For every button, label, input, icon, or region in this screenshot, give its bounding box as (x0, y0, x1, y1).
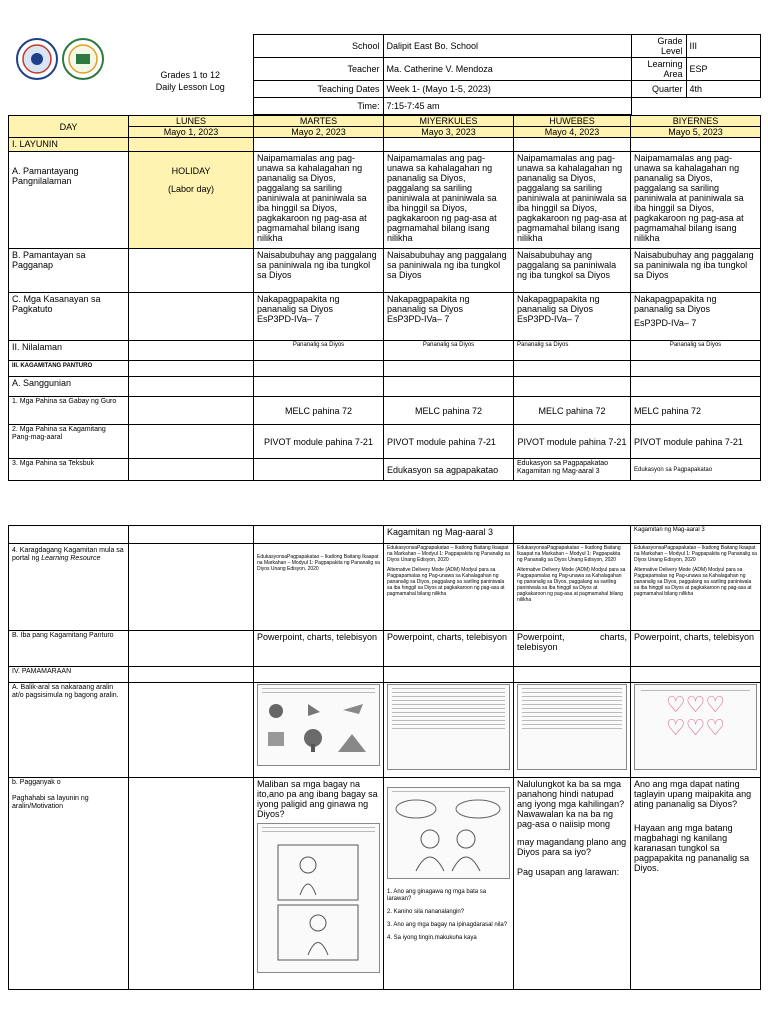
pivot-thu: PIVOT module pahina 7-21 (514, 425, 631, 459)
kasanayan-fri (631, 293, 761, 341)
nilalaman-thu: Pananalig sa Diyos (514, 341, 631, 361)
label-iba-pang-kagamitan: B. Iba pang Kagamitang Panturo (9, 631, 129, 667)
iba-tue: Powerpoint, charts, telebisyon (254, 631, 384, 667)
motivation-fri: Ano ang mga dapat nating taglayin upang maipakita ang ating pananalig sa Diyos? Hayaan ang mga batang magbahagi ng kanilang karanasan tungkol sa pagpapakita ng pananalig sa Diyos. (631, 778, 761, 990)
kasanayan-code: EsP3PD-IVa– 7 (517, 314, 580, 324)
iba-fri: Powerpoint, charts, telebisyon (631, 631, 761, 667)
gabay-thu: MELC pahina 72 (514, 397, 631, 425)
kasanayan-wed (384, 293, 514, 341)
label-balik-aral: A. Balik-aral sa nakaraang aralin at/o pagsisimula ng bagong aralin. (9, 683, 129, 778)
lesson-log-page-2 (8, 525, 760, 990)
day-name-friday: BIYERNES (631, 116, 761, 127)
iba-thu: Powerpoint, charts, telebisyon (514, 631, 631, 667)
label-nilalaman: II. Nilalaman (9, 341, 129, 361)
lesson-table-continued (8, 525, 761, 990)
balik-fri-worksheet (631, 683, 761, 778)
lesson-log-page-1 (8, 34, 760, 481)
teksbuk-fri: Edukasyon sa Pagpapakatao (631, 459, 761, 481)
kagamitan-mag-aaral-wed: Kagamitan ng Mag-aaral 3 (384, 526, 514, 544)
heart-icon: ♡ (665, 692, 686, 717)
labor-day-text: (Labor day) (167, 184, 215, 194)
day-date-thursday: Mayo 4, 2023 (514, 127, 631, 138)
time-label: Time: (253, 98, 383, 115)
motivation-tue: Maliban sa mga bagay na ito,ano pa ang ibang bagay sa iyong paligid ang ginawa ng Diyos? (254, 778, 384, 990)
day-date-monday: Mayo 1, 2023 (129, 127, 254, 138)
day-name-tuesday: MARTES (254, 116, 384, 127)
karagdagang-wed: EdukasyonsaPagpapakatao – Ikatlong Baitang Ikaapat na Markahan – Modyul 1: Pagpapakita ng Pananalig sa Diyos Unang Edisyon, 2020 Alternative Delivery Mode (ADM) Modyul para sa Pagpapamalas ng Pag-unawa sa Kahalagahan ng pananalig sa Diyos, paggalang sa sariling paniniwala sa iba hinggil sa Diyos at pagkakaroon ng pag-asa at pagmamahal bilang nilikha (384, 544, 514, 631)
pamantayang-thu: Naipamamalas ang pag-unawa sa kahalagahan ng pananalig sa Diyos, paggalang sa sariling paniniwala at paniniwala sa iba hinggil sa Diyos, pagkakaroon ng pag-asa at pagmamahal bilang isang nilikha (514, 152, 631, 249)
child-drawing-icon (258, 835, 378, 965)
day-name-monday: LUNES (129, 116, 254, 127)
learning-area-value: ESP (686, 58, 760, 81)
section-layunin: I. LAYUNIN (9, 138, 129, 152)
balik-thu-worksheet (514, 683, 631, 778)
school-value: Dalipit East Bo. School (383, 35, 631, 58)
monday-holiday (129, 152, 254, 249)
heart-icon: ♡ (705, 715, 726, 740)
label-teksbuk: 3. Mga Pahina sa Teksbuk (9, 459, 129, 481)
label-pamantayang-pangnilalaman: A. Pamantayang Pangnilalaman (9, 152, 129, 249)
kasanayan-tue (254, 293, 384, 341)
pamantayang-wed: Naipamamalas ang pag-unawa sa kahalagahan ng pananalig sa Diyos, paggalang sa sariling paniniwala at paniniwala sa iba hinggil sa Diyos, pagkakaroon ng pag-asa at pagmamahal bilang isang nilikha (384, 152, 514, 249)
gabay-wed: MELC pahina 72 (384, 397, 514, 425)
label-pamamaraan: IV. PAMAMARAAN (9, 667, 129, 683)
gabay-fri: MELC pahina 72 (631, 397, 761, 425)
kasanayan-text: Nakapagpapakita ng pananalig sa Diyos (517, 294, 600, 314)
children-drawing-worksheet (257, 823, 380, 973)
label-sanggunian: A. Sanggunian (9, 377, 129, 397)
karagdagang-tue: EdukasyonsaPagpapakatao – Ikatlong Baitang Ikaapat na Markahan – Modyul 1: Pagpapakita ng Pananalig sa Diyos Unang Edisyon, 2020 (254, 544, 384, 631)
nilalaman-wed: Pananalig sa Diyos (384, 341, 514, 361)
motivation-thu: Nalulungkot ka ba sa mga panahong hindi natupad ang iyong mga kahilingan? Nawawalan ka na ba ng pag-asa o naiisip mong may magandang plano ang Diyos para sa iyo? Pag usapan ang larawan: (514, 778, 631, 990)
nilalaman-tue: Pananalig sa Diyos (254, 341, 384, 361)
day-header: DAY (9, 116, 129, 138)
label-kagamitan-panturo: III. KAGAMITANG PANTURO (9, 361, 129, 377)
gabay-tue: MELC pahina 72 (254, 397, 384, 425)
day-date-friday: Mayo 5, 2023 (631, 127, 761, 138)
school-label: School (253, 35, 383, 58)
pagganap-tue: Naisabubuhay ang paggalang sa paniniwala ng iba tungkol sa Diyos (254, 249, 384, 293)
teksbuk-wed: Edukasyon sa agpapakatao (384, 459, 514, 481)
nilalaman-fri: Pananalig sa Diyos (631, 341, 761, 361)
teacher-label: Teacher (253, 58, 383, 81)
label-pagganyak: b. Pagganyak o Paghahabi sa layunin ng aralin/Motivation (9, 778, 129, 990)
lesson-table (8, 115, 761, 481)
header-table (8, 34, 761, 115)
teksbuk-thu: Edukasyon sa Pagpapakatao Kagamitan ng Mag-aaral 3 (514, 459, 631, 481)
karagdagang-thu: EdukasyonsaPagpapakatao – Ikatlong Baitang Ikaapat na Markahan – Modyul 1: Pagpapakita ng Pananalig sa Diyos Unang Edisyon, 2020 Alternative Delivery Mode (ADM) Modyul para sa Pagpapamalas ng Pag-unawa sa Kahalagahan ng pananalig sa Diyos, paggalang sa sariling paniniwala sa iba hinggil sa Diyos at pagkakaroon ng pag-asa at pagmamahal bilang nilikha (514, 544, 631, 631)
teacher-value: Ma. Catherine V. Mendoza (383, 58, 631, 81)
nature-pictures-icon (258, 696, 376, 756)
kasanayan-text: Nakapagpapakita ng pananalig sa Diyos (634, 294, 717, 314)
kasanayan-code: EsP3PD-IVa– 7 (634, 318, 697, 328)
day-date-wednesday: Mayo 3, 2023 (384, 127, 514, 138)
label-kasanayan: C. Mga Kasanayan sa Pagkatuto (9, 293, 129, 341)
pivot-fri: PIVOT module pahina 7-21 (631, 425, 761, 459)
question-2: 2. Kanino sila nananalangin? (387, 909, 465, 915)
balik-wed-worksheet (384, 683, 514, 778)
kagamitan-mag-aaral-fri: Kagamitan ng Mag-aaral 3 (631, 526, 761, 544)
kasanayan-thu (514, 293, 631, 341)
heart-icon: ♡ (705, 692, 726, 717)
pagganap-fri: Naisabubuhay ang paggalang sa paniniwala ng iba tungkol sa Diyos (631, 249, 761, 293)
praying-children-icon (388, 795, 508, 873)
label-kagamitan-mag-aaral: 2. Mga Pahina sa Kagamitang Pang-mag-aaral (9, 425, 129, 459)
grade-level-value: III (686, 35, 760, 58)
balik-tue-worksheet (254, 683, 384, 778)
pagganap-thu: Naisabubuhay ang paggalang sa paniniwala ng iba tungkol sa Diyos (514, 249, 631, 293)
label-karagdagang-kagamitan: 4. Karagdagang Kagamitan mula sa portal ng Learning Resource (9, 544, 129, 631)
day-date-tuesday: Mayo 2, 2023 (254, 127, 384, 138)
time-value: 7:15-7:45 am (383, 98, 631, 115)
pivot-wed: PIVOT module pahina 7-21 (384, 425, 514, 459)
label-gabay-guro: 1. Mga Pahina sa Gabay ng Guro (9, 397, 129, 425)
day-name-thursday: HUWEBES (514, 116, 631, 127)
kasanayan-text: Nakapagpapakita ng pananalig sa Diyos (387, 294, 470, 314)
question-3: 3. Ano ang mga bagay na ipinagdarasal nila? (387, 922, 508, 928)
karagdagang-fri: EdukasyonsaPagpapakatao – Ikatlong Baitang Ikaapat na Markahan – Modyul 1: Pagpapakita ng Pananalig sa Diyos Unang Edisyon, 2020 Alternative Delivery Mode (ADM) Modyul para sa Pagpapamalas ng Pag-unawa sa Kahalagahan ng pananalig sa Diyos, paggalang sa sariling paniniwala sa iba hinggil sa Diyos at pagkakaroon ng pag-asa at pagmamahal bilang nilikha (631, 544, 761, 631)
motivation-wed (384, 778, 514, 990)
pivot-tue: PIVOT module pahina 7-21 (254, 425, 384, 459)
day-name-wednesday: MIYERKULES (384, 116, 514, 127)
praying-children-worksheet (387, 787, 510, 879)
dates-label: Teaching Dates (253, 81, 383, 98)
question-4: 4. Sa iyong tingin,makukuha kaya (387, 935, 477, 941)
heart-icon: ♡ (685, 715, 706, 740)
kasanayan-code: EsP3PD-IVa– 7 (257, 314, 320, 324)
grade-level-label: Grade Level (631, 35, 686, 58)
heart-icon: ♡ (665, 715, 686, 740)
pamantayang-fri: Naipamamalas ang pag-unawa sa kahalagahan ng pananalig sa Diyos, paggalang sa sariling paniniwala at paniniwala sa iba hinggil sa Diyos, pagkakaroon ng pag-asa at pagmamahal bilang isang nilikha (631, 152, 761, 249)
quarter-label: Quarter (631, 81, 686, 98)
iba-wed: Powerpoint, charts, telebisyon (384, 631, 514, 667)
dates-value: Week 1- (Mayo 1-5, 2023) (383, 81, 631, 98)
question-1: 1. Ano ang ginagawa ng mga bata sa larawan? (387, 889, 487, 902)
learning-area-label: Learning Area (631, 58, 686, 81)
kasanayan-code: EsP3PD-IVa– 7 (387, 314, 450, 324)
quarter-value: 4th (686, 81, 760, 98)
kasanayan-text: Nakapagpapakita ng pananalig sa Diyos (257, 294, 340, 314)
grades-label: Grades 1 to 12 (160, 69, 221, 80)
label-pamantayan-pagganap: B. Pamantayan sa Pagganap (9, 249, 129, 293)
pagganap-wed: Naisabubuhay ang paggalang sa paniniwala ng iba tungkol sa Diyos (384, 249, 514, 293)
pamantayang-tue: Naipamamalas ang pag-unawa sa kahalagahan ng pananalig sa Diyos, paggalang sa sariling paniniwala at paniniwala sa iba hinggil sa Diyos, pagkakaroon ng pag-asa at pagmamahal bilang isang nilikha (254, 152, 384, 249)
log-title: Daily Lesson Log (155, 81, 225, 92)
heart-icon: ♡ (685, 692, 706, 717)
holiday-text: HOLIDAY (171, 166, 211, 176)
